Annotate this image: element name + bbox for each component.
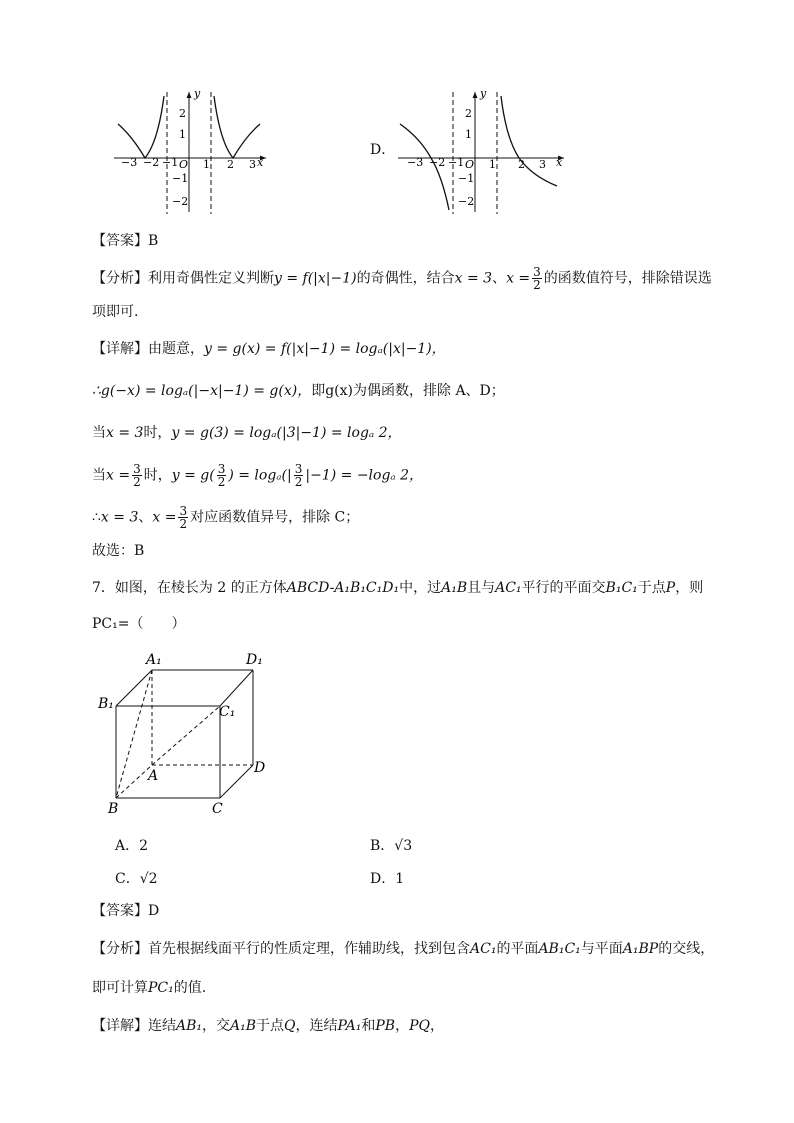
- option-b: B．√3: [370, 838, 413, 854]
- vertex-label-d1: D₁: [246, 652, 263, 668]
- origin-label: O: [179, 158, 189, 171]
- vertex-label-c1: C₁: [219, 704, 236, 720]
- x-axis-label: x: [257, 156, 264, 169]
- y-axis-label: y: [480, 87, 487, 100]
- x-tick: 2: [227, 158, 234, 171]
- detail-tag: 【详解】: [92, 1018, 148, 1034]
- y-tick: −1: [458, 172, 475, 185]
- x-tick: −2: [429, 156, 446, 169]
- vertex-label-a1: A₁: [146, 652, 162, 668]
- option-a: A．2: [115, 838, 149, 854]
- origin-label: O: [465, 158, 475, 171]
- y-tick: −2: [458, 195, 475, 208]
- q6-detail-line1: 【详解】由题意，y = g(x) = f(|x|−1) = logₐ(|x|−1)，: [92, 341, 446, 357]
- vertex-label-b1: B₁: [98, 696, 114, 712]
- answer-value: D: [148, 903, 160, 919]
- q7-stem-line1: 7．如图，在棱长为 2 的正方体ABCD-A₁B₁C₁D₁中，过A₁B且与AC₁平行的平面交B₁C₁于点P，则: [92, 580, 704, 596]
- q6-analysis-line2: 项即可.: [92, 304, 139, 320]
- x-tick: 1: [203, 158, 210, 171]
- y-tick: 2: [179, 107, 186, 120]
- q7-analysis-line2: 即可计算PC₁的值.: [92, 980, 207, 996]
- q7-stem-line2: PC₁=（ ）: [92, 616, 186, 632]
- vertex-label-b: B: [108, 801, 119, 817]
- cube-figure: [96, 648, 276, 820]
- vertex-label-d: D: [254, 760, 266, 776]
- q6-analysis-line1: 【分析】利用奇偶性定义判断y = f(|x|−1)的奇偶性，结合x = 3、x = $\frac{3}{2}$ 的函数值符号，排除错误选: [92, 265, 712, 292]
- option-d: D．1: [370, 871, 405, 887]
- x-tick: 3: [539, 158, 546, 171]
- fraction-3-2: $\frac{3}{2}$: [533, 265, 541, 292]
- option-d-label: D．: [370, 142, 396, 158]
- y-tick: −1: [172, 172, 189, 185]
- graph-option-c: [110, 86, 270, 216]
- q6-answer-line: [92, 231, 158, 251]
- x-tick: −1: [448, 156, 465, 169]
- q6-conclusion: 故选：B: [92, 543, 145, 559]
- analysis-tag: 【分析】: [92, 941, 148, 957]
- option-c: C．√2: [115, 871, 158, 887]
- y-tick: −2: [172, 195, 189, 208]
- q6-detail-line2: ∴g(−x) = logₐ(|−x|−1) = g(x)，即g(x)为偶函数，排除 A、D；: [92, 383, 505, 399]
- y-axis-label: y: [194, 87, 201, 100]
- y-tick: 1: [465, 128, 472, 141]
- graph-option-d: [392, 86, 567, 216]
- q6-detail-line4: 当x = $\frac{3}{2}$ 时，y = g( $\frac{3}{2}$ ) = logₐ(| $\frac{3}{2}$ |−1) = −logₐ 2，: [92, 462, 424, 489]
- vertex-label-c: C: [212, 801, 223, 817]
- x-tick: −2: [143, 156, 160, 169]
- x-tick: 3: [249, 158, 256, 171]
- x-tick: −1: [162, 156, 179, 169]
- x-tick: −3: [407, 156, 424, 169]
- x-axis-label: x: [556, 156, 563, 169]
- x-tick: −3: [121, 156, 138, 169]
- answer-tag: 【答案】: [92, 903, 148, 919]
- analysis-tag: 【分析】: [92, 270, 148, 287]
- q7-detail-line1: 【详解】连结AB₁，交A₁B于点Q，连结PA₁和PB，PQ，: [92, 1018, 444, 1034]
- q7-analysis-line1: 【分析】首先根据线面平行的性质定理，作辅助线，找到包含AC₁的平面AB₁C₁与平面A₁BP的交线，: [92, 941, 715, 957]
- y-tick: 2: [465, 107, 472, 120]
- detail-tag: 【详解】: [92, 341, 148, 357]
- vertex-label-a: A: [148, 768, 159, 784]
- q6-detail-line3: 当x = 3时，y = g(3) = logₐ(|3|−1) = logₐ 2，: [92, 425, 402, 441]
- q7-answer-line: [92, 901, 159, 921]
- x-tick: 2: [518, 158, 525, 171]
- y-tick: 1: [179, 128, 186, 141]
- answer-value: B: [148, 233, 159, 249]
- answer-tag: 【答案】: [92, 233, 148, 249]
- q6-detail-line5: ∴x = 3、x = $\frac{3}{2}$ 对应函数值异号，排除 C；: [92, 504, 360, 531]
- x-tick: 1: [489, 158, 496, 171]
